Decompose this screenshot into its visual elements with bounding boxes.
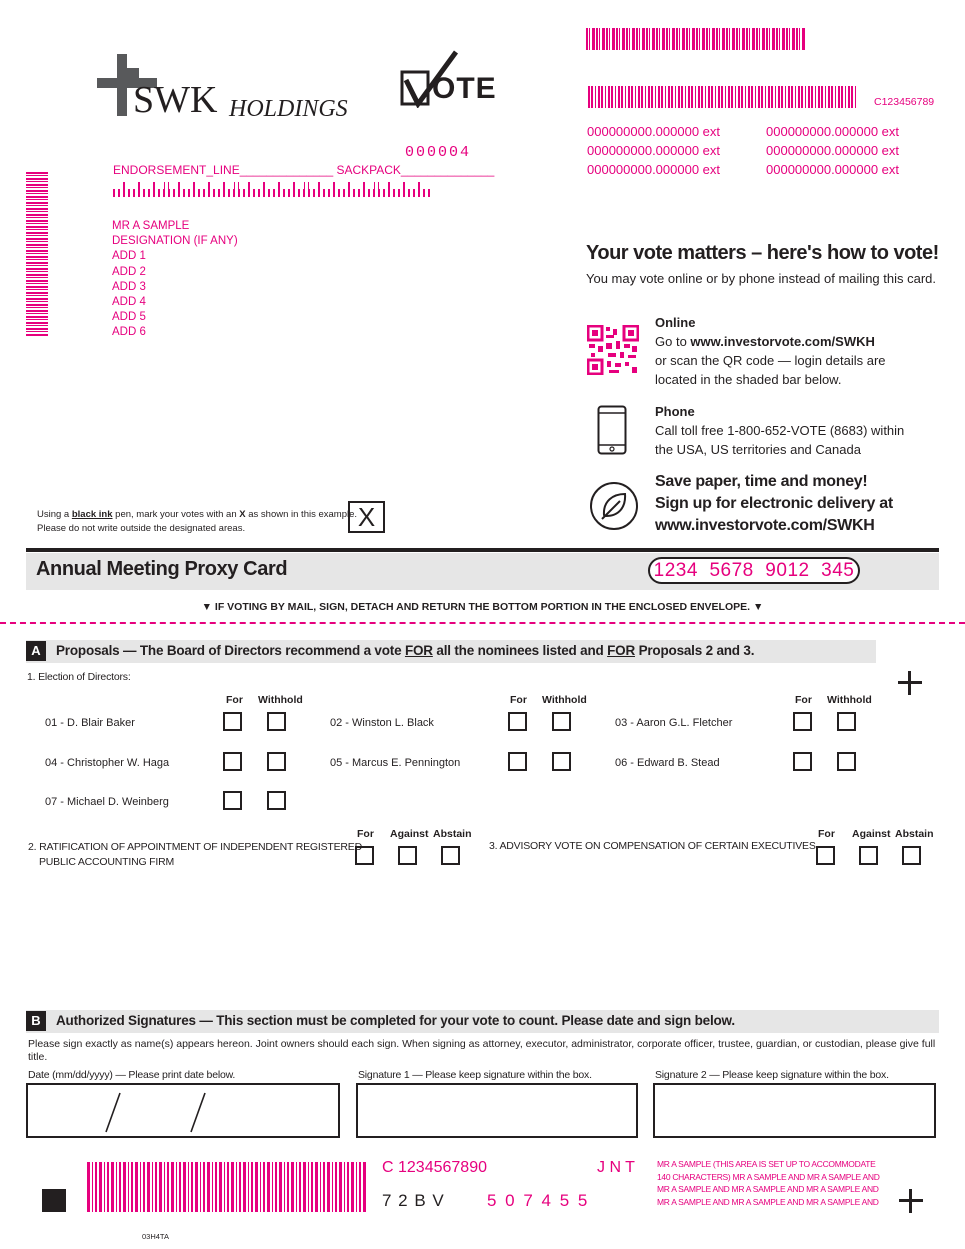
logo-holdings: HOLDINGS (229, 96, 348, 122)
address-line: ADD 4 (112, 296, 146, 309)
save-paper-block (655, 471, 893, 537)
nominee-label: 05 - Marcus E. Pennington (330, 757, 461, 769)
signature-1-input[interactable] (356, 1083, 638, 1138)
ink-instruction (37, 508, 357, 536)
example-mark: X (357, 502, 376, 532)
col-for: For (357, 828, 374, 840)
proposal-2-line-1: 2. RATIFICATION OF APPOINTMENT OF INDEPENDENT REGISTERED (28, 841, 362, 853)
sig1-label: Signature 1 — Please keep signature within the box. (358, 1069, 592, 1081)
footer-barcode (87, 1162, 368, 1212)
section-a-title-pre: Proposals — The Board of Directors recommend a vote (56, 643, 405, 658)
checkbox-withhold[interactable] (552, 752, 571, 771)
plus-mark-top (898, 671, 922, 695)
signature-2-input[interactable] (653, 1083, 936, 1138)
section-a-letter: A (26, 641, 46, 661)
phone-block (655, 402, 904, 459)
instr-line-2: Please do not write outside the designated areas. (37, 523, 246, 534)
sequence-number: 000004 (405, 144, 472, 161)
section-a-for-1: FOR (404, 643, 433, 658)
checkbox-for[interactable] (793, 752, 812, 771)
plus-mark-bottom (899, 1189, 923, 1213)
online-line-2: or scan the QR code — login details are (655, 353, 886, 368)
address-line: ADD 2 (112, 265, 146, 278)
proposal-3-label: 3. ADVISORY VOTE ON COMPENSATION OF CERTAIN EXECUTIVES (489, 840, 816, 852)
checkbox-for[interactable] (816, 846, 835, 865)
col-withhold: Withhold (827, 694, 872, 706)
online-block (655, 313, 886, 389)
col-for: For (226, 694, 243, 706)
nominee-label: 07 - Michael D. Weinberg (45, 796, 169, 808)
section-a-title-mid: all the nominees listed and (432, 643, 608, 658)
online-title: Online (655, 315, 696, 330)
col-for: For (818, 828, 835, 840)
top-right-code: C123456789 (874, 96, 935, 108)
phone-icon (597, 405, 627, 455)
date-input[interactable] (26, 1083, 340, 1138)
footer-jnt: J N T (597, 1159, 635, 1176)
ext-line: 000000000.000000 ext (766, 124, 900, 139)
nominee-label: 02 - Winston L. Black (330, 717, 434, 729)
col-against: Against (390, 828, 429, 840)
nominee-label: 04 - Christopher W. Haga (45, 757, 170, 769)
control-number: 1234 5678 9012 345 (653, 560, 855, 581)
section-b-letter: B (26, 1011, 46, 1031)
proposal-2-label (28, 840, 362, 870)
checkbox-abstain[interactable] (902, 846, 921, 865)
detach-text: ▼ IF VOTING BY MAIL, SIGN, DETACH AND RETURN THE BOTTOM PORTION IN THE ENCLOSED ENVELOPE. ▼ (201, 601, 764, 613)
date-slash-icon (183, 1090, 213, 1135)
vote-word: OTE (432, 72, 497, 105)
section-a-for-2: FOR (607, 643, 636, 658)
phone-title: Phone (655, 404, 695, 419)
vote-logo (400, 50, 500, 110)
proxy-rule (26, 548, 939, 552)
endorsement-line: ENDORSEMENT_LINE______________ SACKPACK______________ (113, 163, 495, 177)
checkbox-for[interactable] (793, 712, 812, 731)
checkbox-for[interactable] (223, 712, 242, 731)
ext-line: 000000000.000000 ext (766, 143, 900, 158)
section-b-instructions: Please sign exactly as name(s) appears hereon. Joint owners should each sign. When signing as attorney, executor, administrator, corporate officer, trustee, guardian, or custodian, please give full title. (28, 1038, 936, 1063)
control-number-box (648, 557, 860, 584)
address-block (112, 219, 238, 341)
postal-barcode-short (113, 182, 431, 189)
checkbox-withhold[interactable] (837, 752, 856, 771)
col-against: Against (852, 828, 891, 840)
address-line: ADD 6 (112, 326, 146, 339)
checkbox-for[interactable] (508, 712, 527, 731)
col-for: For (795, 694, 812, 706)
instr-pre: Using a (37, 509, 72, 520)
col-abstain: Abstain (433, 828, 472, 840)
tear-line (0, 622, 965, 624)
ext-line: 000000000.000000 ext (766, 162, 900, 177)
nominee-label: 03 - Aaron G.L. Fletcher (615, 717, 733, 729)
phone-line-2: the USA, US territories and Canada (655, 442, 861, 457)
checkbox-abstain[interactable] (441, 846, 460, 865)
logo-swk: SWK (133, 79, 218, 121)
example-mark-box (348, 501, 385, 533)
col-abstain: Abstain (895, 828, 934, 840)
side-barcode (26, 172, 48, 336)
section-a-title (56, 643, 754, 658)
checkbox-for[interactable] (223, 752, 242, 771)
address-line: ADD 3 (112, 280, 146, 293)
section-b-title: Authorized Signatures — This section must be completed for your vote to count. Please date and sign below. (56, 1013, 735, 1028)
instr-ink: black ink (71, 509, 113, 520)
address-line: MR A SAMPLE (112, 220, 190, 232)
proposal-2-line-2: PUBLIC ACCOUNTING FIRM (39, 856, 175, 868)
election-label: 1. Election of Directors: (27, 671, 131, 683)
footer-number: 5 0 7 4 5 5 (487, 1191, 590, 1210)
footer-form-code: 7 2 B V (382, 1191, 445, 1210)
nominee-label: 06 - Edward B. Stead (615, 757, 720, 769)
online-url[interactable]: www.investorvote.com/SWKH (690, 334, 875, 349)
save-line-1: Save paper, time and money! (655, 473, 868, 490)
col-withhold: Withhold (542, 694, 587, 706)
footer-square (42, 1189, 66, 1212)
company-logo (95, 48, 365, 128)
nominee-label: 01 - D. Blair Baker (45, 717, 135, 729)
instr-x: X (239, 509, 246, 520)
leaf-icon (589, 481, 639, 531)
sig2-label: Signature 2 — Please keep signature within the box. (655, 1069, 889, 1081)
online-go-to: Go to (655, 334, 691, 349)
checkbox-withhold[interactable] (837, 712, 856, 731)
footer-code: C 1234567890 (382, 1159, 487, 1176)
ext-line: 000000000.000000 ext (587, 124, 721, 139)
date-label: Date (mm/dd/yyyy) — Please print date below. (28, 1069, 236, 1081)
checkbox-for[interactable] (223, 791, 242, 810)
qr-code-icon (587, 325, 639, 375)
address-line: ADD 5 (112, 311, 146, 324)
checkbox-withhold[interactable] (552, 712, 571, 731)
ext-line: 000000000.000000 ext (587, 143, 721, 158)
checkbox-withhold[interactable] (267, 712, 286, 731)
online-line-3: located in the shaded bar below. (655, 372, 842, 387)
save-line-2: Sign up for electronic delivery at (655, 495, 893, 512)
col-for: For (510, 694, 527, 706)
checkbox-withhold[interactable] (267, 791, 286, 810)
address-line: ADD 1 (112, 250, 146, 263)
phone-line-1: Call toll free 1-800-652-VOTE (8683) within (655, 423, 905, 438)
date-slash-icon (98, 1090, 128, 1135)
checkbox-against[interactable] (859, 846, 878, 865)
footer-doc-id: 03H4TA (142, 1232, 169, 1241)
proxy-title: Annual Meeting Proxy Card (36, 558, 288, 580)
vote-heading: Your vote matters – here's how to vote! (586, 242, 939, 264)
save-line-3[interactable]: www.investorvote.com/SWKH (655, 517, 875, 534)
ext-line: 000000000.000000 ext (587, 162, 721, 177)
top-barcode-2 (588, 86, 856, 108)
checkbox-withhold[interactable] (267, 752, 286, 771)
checkbox-against[interactable] (398, 846, 417, 865)
section-a-title-post: Proposals 2 and 3. (635, 643, 755, 658)
checkbox-for[interactable] (355, 846, 374, 865)
address-line: DESIGNATION (IF ANY) (112, 235, 238, 248)
instr-post: pen, mark your votes with an (112, 509, 240, 520)
top-barcode-1 (586, 28, 806, 50)
vote-sub: You may vote online or by phone instead of mailing this card. (586, 271, 937, 286)
footer-sample-text: MR A SAMPLE (THIS AREA IS SET UP TO ACCOMMODATE 140 CHARACTERS) MR A SAMPLE AND MR A SAMPLE AND MR A SAMPLE AND MR A SAMPLE AND MR A SAMPLE AND MR A SAMPLE AND MR A SAMPLE AND MR A SAMPLE AND (657, 1159, 880, 1207)
col-withhold: Withhold (258, 694, 303, 706)
checkbox-for[interactable] (508, 752, 527, 771)
instr-end: as shown in this example. (245, 509, 358, 520)
